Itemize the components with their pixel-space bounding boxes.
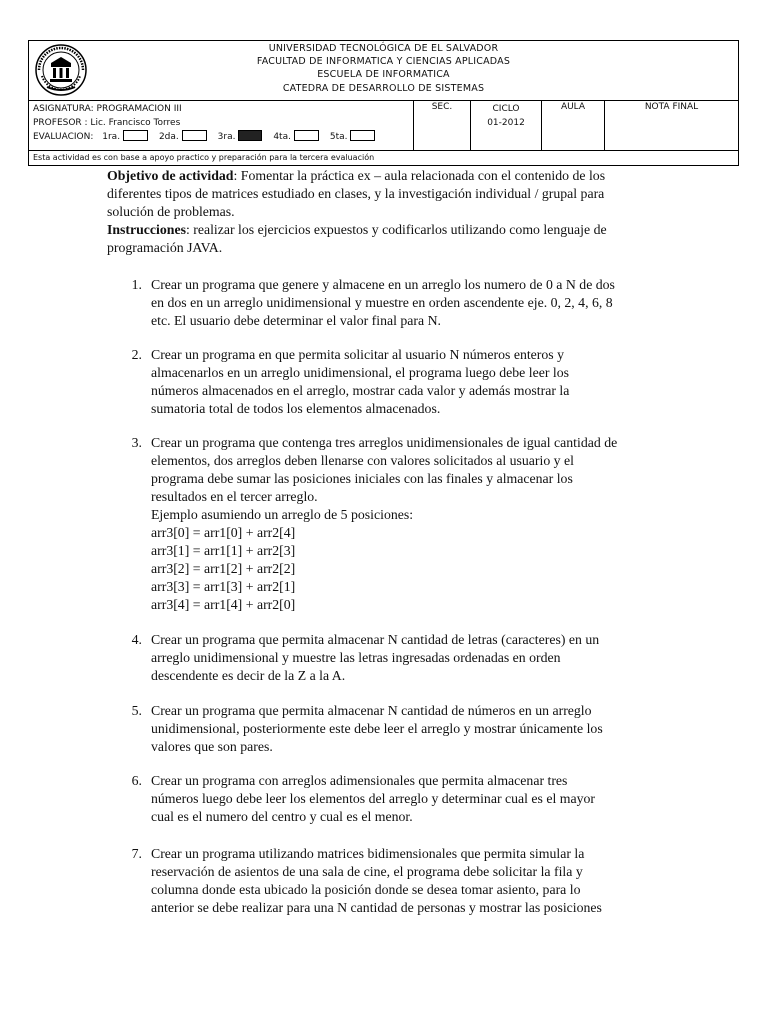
exercise-number: 7.: [131, 846, 142, 861]
exercise-line: columna donde esta ubicado la posición donde se desea tomar asiento, para lo: [151, 882, 581, 897]
eval-5-label: 5ta.: [329, 132, 348, 142]
chair-name: CATEDRA DE DESARROLLO DE SISTEMAS: [282, 82, 485, 94]
aula-label: AULA: [560, 102, 586, 112]
school-name: ESCUELA DE INFORMATICA: [317, 69, 450, 81]
objetivo-line-1: : Fomentar la práctica ex – aula relacionada con el contenido de los: [233, 168, 606, 183]
exercise-line: programa debe sumar las posiciones iniciales con las finales y almacenar los: [151, 471, 573, 486]
sec-cell: [413, 101, 470, 150]
exercise-number: 2.: [131, 347, 142, 362]
exercise-line: Crear un programa utilizando matrices bidimensionales que permita simular la: [151, 846, 585, 861]
instrucciones-section: [107, 221, 667, 257]
exercise-line: sumatoria total de todos los elementos almacenados.: [151, 401, 441, 416]
exercise-line: arr3[4] = arr1[4] + arr2[0]: [151, 597, 296, 612]
exercise-line: arr3[3] = arr1[3] + arr2[1]: [151, 579, 296, 594]
exercise-line: etc. El usuario debe determinar el valor final para N.: [151, 313, 441, 328]
exercise-line: resultados en el tercer arreglo.: [151, 489, 318, 504]
exercise-line: arr3[1] = arr1[1] + arr2[3]: [151, 543, 296, 558]
nota-final-cell: [604, 101, 738, 150]
asignatura-label: ASIGNATURA: PROGRAMACION III: [33, 104, 182, 114]
exercise-line: Crear un programa en que permita solicitar al usuario N números enteros y: [151, 347, 565, 362]
exercise-line: Crear un programa que contenga tres arreglos unidimensionales de igual cantidad de: [151, 435, 618, 450]
exercise-number: 1.: [131, 277, 142, 292]
course-info: [33, 102, 383, 144]
exercise-line: Crear un programa con arreglos adimensionales que permita almacenar tres: [151, 773, 568, 788]
nota-final-label: NOTA FINAL: [644, 102, 699, 112]
exercise-line: Crear un programa que permita almacenar N cantidad de números en un arreglo: [151, 703, 592, 718]
header-top-row: [29, 41, 738, 101]
exercise-number: 5.: [131, 703, 142, 718]
instrucciones-line-2: programación JAVA.: [107, 240, 223, 255]
exercise-line: anterior se debe realizar para una N cantidad de personas y mostrar las posiciones: [151, 900, 602, 915]
instrucciones-line-1: : realizar los ejercicios expuestos y codificarlos utilizando como lenguaje de: [185, 222, 607, 237]
exercise-line: números almacenados en el arreglo, mostrar cada valor y además mostrar la: [151, 383, 570, 398]
header-table: [28, 40, 739, 166]
exercise-line: números luego debe leer los elementos del arreglo y determinar cual es el mayor: [151, 791, 596, 806]
exercise-line: en dos en un arreglo unidimensional y muestre en orden ascendente eje. 0, 2, 4, 6, 8: [151, 295, 613, 310]
header-info-row: [29, 101, 738, 151]
eval-2-checkbox: [182, 130, 207, 141]
faculty-name: FACULTAD DE INFORMATICA Y CIENCIAS APLICADAS: [256, 56, 511, 68]
instrucciones-label: Instrucciones: [107, 222, 186, 237]
exercise-line: elementos, dos arreglos deben llenarse con valores solicitados al usuario y el: [151, 453, 574, 468]
exercise-line: Ejemplo asumiendo un arreglo de 5 posiciones:: [151, 507, 414, 522]
exercise-number: 6.: [131, 773, 142, 788]
exercise-line: arreglo unidimensional y muestre las letras ingresadas ordenadas en orden: [151, 650, 561, 665]
objetivo-line-3: solución de problemas.: [107, 204, 235, 219]
ciclo-cell: [470, 101, 541, 150]
exercise-line: Crear un programa que permita almacenar N cantidad de letras (caracteres) en un: [151, 632, 600, 647]
activity-note: Esta actividad es con base a apoyo practico y preparación para la tercera evaluación: [33, 153, 375, 162]
exercise-number: 3.: [131, 435, 142, 450]
evaluacion-row: [33, 130, 383, 144]
university-name: UNIVERSIDAD TECNOLÓGICA DE EL SALVADOR: [268, 43, 499, 54]
objetivo-section: [107, 167, 667, 221]
eval-3-checkbox-selected: [238, 130, 262, 141]
exercise-line: descendente es decir de la Z a la A.: [151, 668, 346, 683]
sec-label: SEC.: [431, 102, 453, 112]
exercise-line: arr3[2] = arr1[2] + arr2[2]: [151, 561, 296, 576]
exercise-line: valores que son pares.: [151, 739, 273, 754]
university-heading: [29, 42, 738, 95]
eval-4-checkbox: [294, 130, 319, 141]
exercise-number: 4.: [131, 632, 142, 647]
profesor-label: PROFESOR : Lic. Francisco Torres: [33, 118, 181, 128]
exercise-line: arr3[0] = arr1[0] + arr2[4]: [151, 525, 296, 540]
exercise-line: almacenarlos en un arreglo unidimensional, el programa luego debe leer los: [151, 365, 569, 380]
exercise-line: unidimensional, posteriormente este debe leer el arreglo y mostrar únicamente los: [151, 721, 603, 736]
eval-1-label: 1ra.: [102, 132, 121, 142]
eval-3-label: 3ra.: [217, 132, 236, 142]
objetivo-label: Objetivo de actividad: [107, 168, 234, 183]
eval-4-label: 4ta.: [273, 132, 291, 142]
exercise-line: reservación de asientos de una sala de cine, el programa debe solicitar la fila y: [151, 864, 583, 879]
exercise-line: Crear un programa que genere y almacene en un arreglo los numero de 0 a N de dos: [151, 277, 615, 292]
eval-1-checkbox: [123, 130, 148, 141]
eval-2-label: 2da.: [158, 132, 179, 142]
ciclo-value: 01-2012: [487, 118, 525, 128]
exercise-line: cual es el numero del centro y cual es el menor.: [151, 809, 413, 824]
eval-5-checkbox: [350, 130, 375, 141]
ciclo-label: CICLO: [492, 104, 520, 114]
aula-cell: [541, 101, 604, 150]
objetivo-line-2: diferentes tipos de matrices estudiado en clases, y la investigación individual / grupal para: [107, 186, 605, 201]
evaluacion-label: EVALUACION:: [33, 132, 94, 142]
